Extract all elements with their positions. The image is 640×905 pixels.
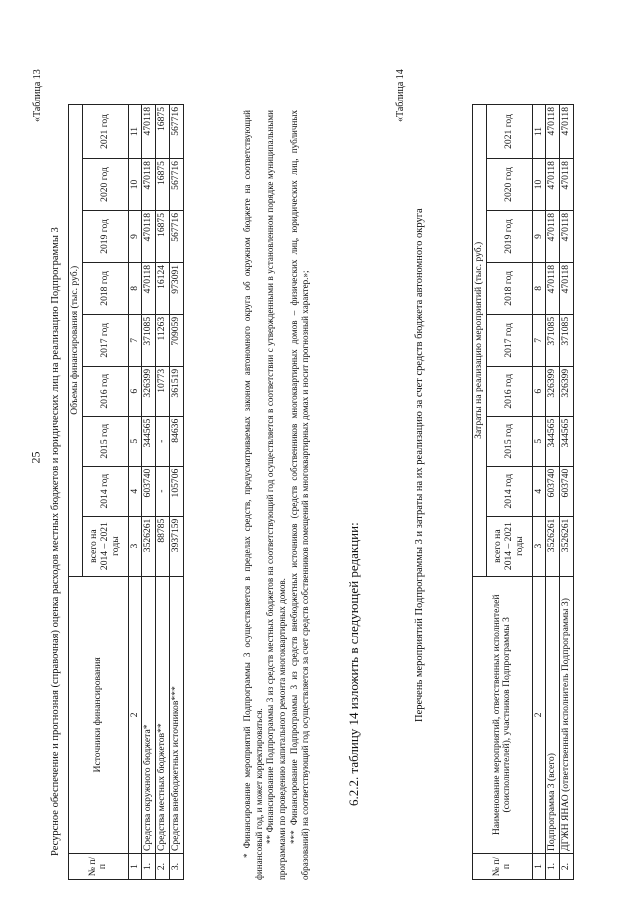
index-cell: 5 [128, 416, 142, 466]
t14-head-name: Наименование мероприятий, ответственных исполнителей (соисполнителей), участников Подпрограммы 3 [473, 576, 533, 853]
t14-head-year: 2017 год [486, 314, 532, 366]
t13-head-year: 2019 год [82, 210, 128, 262]
t14-head-total: всего на 2014 – 2021 годы [486, 516, 532, 576]
row-number: 1. [546, 854, 560, 880]
row-value: 709059 [169, 314, 183, 366]
table-row [560, 105, 574, 880]
table13-caption: Ресурсное обеспечение и прогнозная (справочная) оценка расходов местных бюджетов и юридических лиц на реализацию Подпрограммы 3 [50, 227, 61, 856]
row-value: 470118 [560, 159, 574, 211]
t14-head-year: 2016 год [486, 366, 532, 416]
row-value: 371085 [560, 314, 574, 366]
row-value: 973091 [169, 262, 183, 314]
row-value: 567716 [169, 210, 183, 262]
row-value: 361519 [169, 366, 183, 416]
t14-index-row [532, 105, 546, 880]
row-value: 105706 [169, 466, 183, 516]
t14-head-year: 2020 год [486, 159, 532, 211]
index-cell: 8 [128, 262, 142, 314]
t13-head-total: всего на 2014 – 2021 годы [82, 516, 128, 576]
row-value: 470118 [560, 210, 574, 262]
index-cell: 9 [128, 210, 142, 262]
row-value: 84636 [169, 416, 183, 466]
row-value: 603740 [142, 466, 156, 516]
t13-head-num: № п/п [69, 854, 129, 880]
row-name: Средства местных бюджетов** [156, 576, 170, 853]
row-value: 470118 [546, 159, 560, 211]
row-value: 470118 [142, 262, 156, 314]
row-value: 3937159 [169, 516, 183, 576]
rotated-page-content [20, 22, 620, 882]
row-value: 10773 [156, 366, 170, 416]
table-row [156, 105, 170, 880]
row-value: 326399 [546, 366, 560, 416]
row-value: 470118 [142, 105, 156, 159]
index-cell: 4 [532, 466, 546, 516]
index-cell: 10 [532, 159, 546, 211]
index-cell: 2 [532, 576, 546, 853]
row-value: 470118 [560, 262, 574, 314]
row-value: - [156, 416, 170, 466]
row-value: 16875 [156, 210, 170, 262]
row-value: - [156, 466, 170, 516]
table-row [169, 105, 183, 880]
row-value: 326399 [142, 366, 156, 416]
index-cell: 4 [128, 466, 142, 516]
row-value: 3526261 [560, 516, 574, 576]
t13-head-year: 2015 год [82, 416, 128, 466]
index-cell: 2 [128, 576, 142, 853]
row-value: 371085 [546, 314, 560, 366]
row-value: 470118 [142, 159, 156, 211]
row-value: 371085 [142, 314, 156, 366]
table14 [472, 104, 574, 880]
footnotes [242, 110, 312, 880]
t13-head-year: 2016 год [82, 366, 128, 416]
index-cell: 3 [532, 516, 546, 576]
table14-caption: Перечень мероприятий Подпрограммы 3 и затраты на их реализацию за счет средств бюджета автономного округа [414, 208, 425, 722]
row-value: 567716 [169, 159, 183, 211]
index-cell: 11 [128, 105, 142, 159]
t13-head-year: 2020 год [82, 159, 128, 211]
row-value: 470118 [546, 105, 560, 159]
index-cell: 10 [128, 159, 142, 211]
row-value: 16875 [156, 159, 170, 211]
row-value: 88785 [156, 516, 170, 576]
row-value: 603740 [546, 466, 560, 516]
row-name: ДГЖН ЯНАО (ответственный исполнитель Подпрограммы 3) [560, 576, 574, 853]
index-cell: 7 [128, 314, 142, 366]
table14-label: «Таблица 14 [395, 69, 406, 122]
t13-head-year: 2017 год [82, 314, 128, 366]
table-row [142, 105, 156, 880]
footnote-2: ** Финансирование Подпрограммы 3 из средств местных бюджетов на соответствующий год осуществляется в соответствии с утвержденными в установленном порядке муниципальными программами по проведению капитального ремонта многоквартирных домов. [265, 110, 287, 880]
row-name: Средства окружного бюджета* [142, 576, 156, 853]
index-cell: 1 [532, 854, 546, 880]
index-cell: 6 [532, 366, 546, 416]
index-cell: 6 [128, 366, 142, 416]
footnote-1: * Финансирование мероприятий Подпрограммы 3 осуществляется в пределах средств, предусматриваемых законом автономного округа об окружном бюджете на соответствующий финансовый год, и может корректироваться. [242, 110, 264, 880]
row-value: 344565 [546, 416, 560, 466]
t14-head-num: № п/п [473, 854, 533, 880]
t13-head-source: Источники финансирования [69, 576, 129, 853]
index-cell: 11 [532, 105, 546, 159]
row-value: 470118 [546, 262, 560, 314]
row-value: 3526261 [142, 516, 156, 576]
index-cell: 1 [128, 854, 142, 880]
row-value: 470118 [546, 210, 560, 262]
index-cell: 3 [128, 516, 142, 576]
row-value: 326399 [560, 366, 574, 416]
row-name: Средства внебюджетных источников*** [169, 576, 183, 853]
index-cell: 8 [532, 262, 546, 314]
row-value: 344565 [142, 416, 156, 466]
footnote-3: *** Финансирование Подпрограммы 3 из средств внебюджетных источников (средств собственников многоквартирных домов – физических лиц, юридических лиц, публичных образований) на соответствующий год осуществляется за счет средств собственников помещений в многоквартирных домах и носит прогнозный характер.»; [288, 110, 311, 880]
t14-head-year: 2015 год [486, 416, 532, 466]
row-number: 3. [169, 854, 183, 880]
row-number: 2. [156, 854, 170, 880]
row-value: 603740 [560, 466, 574, 516]
t14-head-year: 2018 год [486, 262, 532, 314]
t13-head-year: 2021 год [82, 105, 128, 159]
t14-head-year: 2014 год [486, 466, 532, 516]
row-value: 344565 [560, 416, 574, 466]
row-value: 470118 [560, 105, 574, 159]
row-number: 2. [560, 854, 574, 880]
t14-head-year: 2021 год [486, 105, 532, 159]
index-cell: 9 [532, 210, 546, 262]
t14-head-year: 2019 год [486, 210, 532, 262]
row-number: 1. [142, 854, 156, 880]
row-value: 470118 [142, 210, 156, 262]
section-heading: 6.2.2. таблицу 14 изложить в следующей редакции: [346, 522, 361, 806]
row-value: 16124 [156, 262, 170, 314]
t14-head-costs: Затраты на реализацию мероприятий (тыс. руб.) [473, 105, 487, 577]
row-value: 11263 [156, 314, 170, 366]
row-name: Подпрограмма 3 (всего) [546, 576, 560, 853]
row-value: 16875 [156, 105, 170, 159]
row-value: 3526261 [546, 516, 560, 576]
index-cell: 7 [532, 314, 546, 366]
t13-head-year: 2018 год [82, 262, 128, 314]
t13-index-row [128, 105, 142, 880]
table13-label: «Таблица 13 [32, 69, 43, 122]
t13-head-year: 2014 год [82, 466, 128, 516]
table-row [546, 105, 560, 880]
row-value: 567716 [169, 105, 183, 159]
table13 [68, 104, 184, 880]
t13-head-volumes: Объемы финансирования (тыс. руб.) [69, 105, 83, 577]
index-cell: 5 [532, 416, 546, 466]
page-number: 25 [28, 451, 43, 464]
